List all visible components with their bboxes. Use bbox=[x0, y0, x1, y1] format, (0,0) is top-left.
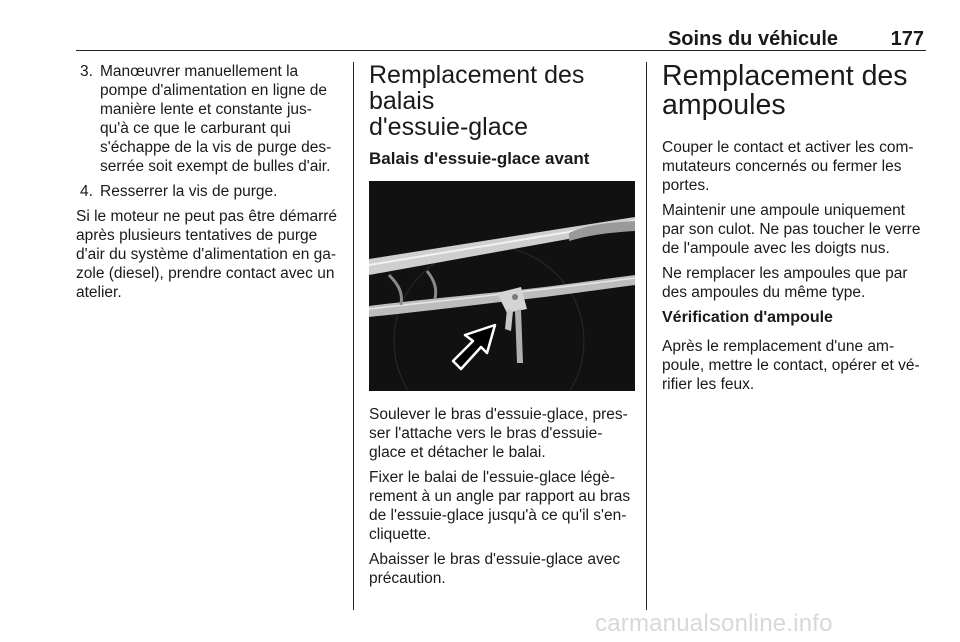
text-line: Couper le contact et activer les com- bbox=[662, 139, 914, 156]
text-line: mutateurs concernés ou fermer les bbox=[662, 158, 902, 175]
paragraph bbox=[662, 138, 926, 195]
text-line: manière lente et constante jus- bbox=[100, 101, 312, 118]
text-line: par son culot. Ne pas toucher le verre bbox=[662, 221, 921, 238]
text-line: zole (diesel), prendre contact avec un bbox=[76, 265, 335, 282]
wiper-illustration bbox=[369, 181, 635, 391]
text-line: Si le moteur ne peut pas être démarré bbox=[76, 208, 338, 225]
text-line: d'air du système d'alimentation en ga- bbox=[76, 246, 337, 263]
text-line: rement à un angle par rapport au bras bbox=[369, 488, 631, 505]
text-line: Après le remplacement d'une am- bbox=[662, 338, 895, 355]
paragraph bbox=[662, 337, 926, 394]
wiper-image bbox=[369, 181, 635, 391]
heading-line: Remplacement des bbox=[662, 60, 908, 92]
subsection-heading: Vérification d'ampoule bbox=[662, 309, 833, 326]
text-line: de l'ampoule avec les doigts nus. bbox=[662, 240, 890, 257]
text-line: portes. bbox=[662, 177, 710, 194]
clip-pivot-icon bbox=[512, 294, 518, 300]
watermark: carmanualsonline.info bbox=[595, 610, 833, 637]
text-line: ser l'attache vers le bras d'essuie- bbox=[369, 425, 603, 442]
text-line: Manœuvrer manuellement la bbox=[100, 63, 299, 80]
column-divider-left bbox=[353, 62, 354, 610]
text-line: de l'essuie-glace jusqu'à ce qu'il s'en- bbox=[369, 507, 627, 524]
step-text bbox=[100, 62, 348, 176]
step-item bbox=[76, 182, 348, 201]
page-header bbox=[76, 28, 926, 52]
section-heading bbox=[369, 62, 635, 140]
step-text bbox=[100, 182, 348, 201]
column-right bbox=[662, 62, 926, 400]
column-middle bbox=[369, 62, 635, 594]
text-line: serrée soit exempt de bulles d'air. bbox=[100, 158, 331, 175]
column-left bbox=[76, 62, 348, 308]
text-line: rifier les feux. bbox=[662, 376, 755, 393]
paragraph bbox=[662, 201, 926, 258]
text-line: cliquette. bbox=[369, 526, 432, 543]
text-line: pompe d'alimentation en ligne de bbox=[100, 82, 328, 99]
page-number: 177 bbox=[890, 28, 924, 50]
text-line: atelier. bbox=[76, 284, 122, 301]
text-line: des ampoules du même type. bbox=[662, 284, 866, 301]
header-rule bbox=[76, 50, 926, 51]
text-line: Abaisser le bras d'essuie-glace avec bbox=[369, 551, 621, 568]
paragraph bbox=[369, 468, 635, 544]
text-line: Soulever le bras d'essuie-glace, pres- bbox=[369, 406, 628, 423]
text-line: glace et détacher le balai. bbox=[369, 444, 546, 461]
step-list bbox=[76, 62, 348, 201]
step-number: 4. bbox=[80, 183, 93, 200]
text-line: Maintenir une ampoule uniquement bbox=[662, 202, 905, 219]
section-heading bbox=[662, 62, 926, 120]
paragraph bbox=[369, 405, 635, 462]
text-line: poule, mettre le contact, opérer et vé- bbox=[662, 357, 920, 374]
text-line: s'échappe de la vis de purge des- bbox=[100, 139, 332, 156]
paragraph bbox=[662, 264, 926, 302]
section-title: Soins du véhicule bbox=[667, 28, 838, 50]
column-divider-right bbox=[646, 62, 647, 610]
text-line: Resserrer la vis de purge. bbox=[100, 183, 278, 200]
heading-line: ampoules bbox=[662, 89, 786, 121]
paragraph bbox=[76, 207, 348, 302]
text-line: Ne remplacer les ampoules que par bbox=[662, 265, 908, 282]
text-line: précaution. bbox=[369, 570, 446, 587]
heading-line: d'essuie-glace bbox=[369, 113, 529, 141]
step-item bbox=[76, 62, 348, 176]
text-line: qu'à ce que le carburant qui bbox=[100, 120, 291, 137]
heading-line: Remplacement des balais bbox=[369, 61, 585, 115]
text-line: Fixer le balai de l'essuie-glace légè- bbox=[369, 469, 615, 486]
text-line: après plusieurs tentatives de purge bbox=[76, 227, 318, 244]
step-number: 3. bbox=[80, 63, 93, 80]
paragraph bbox=[369, 550, 635, 588]
subsection-heading: Balais d'essuie-glace avant bbox=[369, 149, 590, 168]
